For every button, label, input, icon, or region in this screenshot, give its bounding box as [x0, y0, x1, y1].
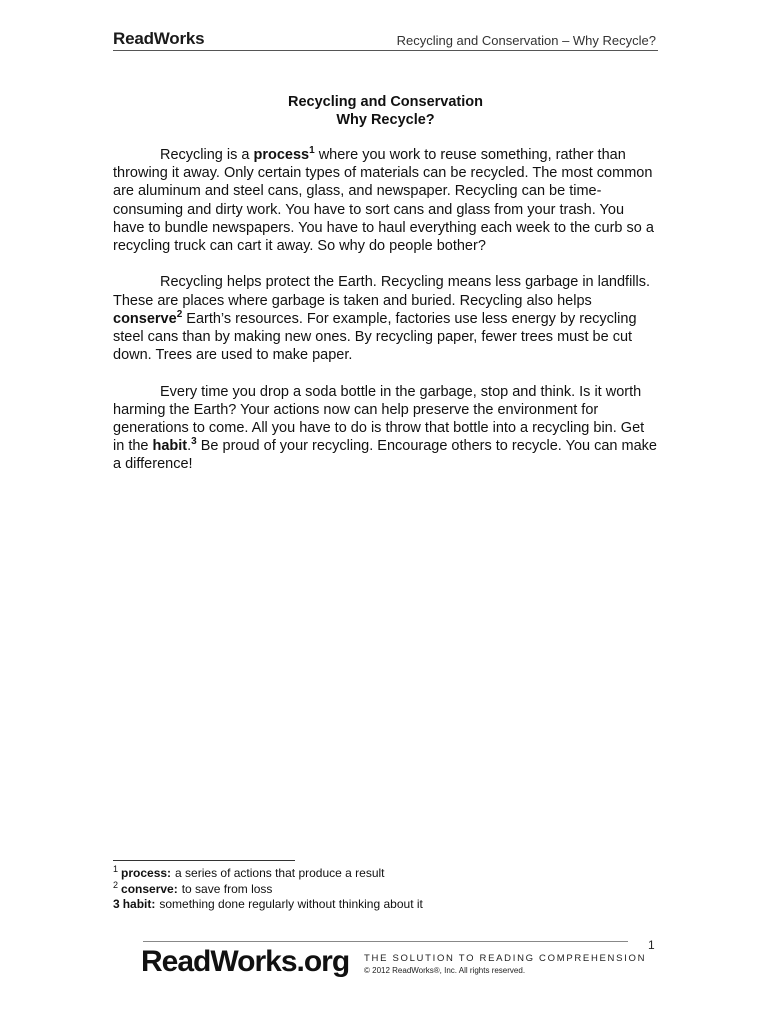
footnote-3 [113, 897, 658, 913]
paragraph-2 [113, 273, 658, 364]
footnotes [113, 866, 658, 913]
footnote-number: 2 [113, 879, 119, 890]
p1-text-b: where you work to reuse something, rather than throwing it away. Only certain types of materials can be recycled. The most common are aluminum and steel cans, glass, and newspaper. Recycling can be time-consuming and dirty work. You have to sort cans and glass from your trash. You have to bundle newspapers. You have to haul everything each week to the curb so a recycling truck can cart it away. So why do people bother? [113, 147, 654, 255]
vocab-term-habit: habit [152, 438, 188, 455]
footnote-2 [113, 879, 658, 898]
footnote-definition: something done regularly without thinking about it [159, 897, 423, 911]
paragraph-3 [113, 383, 658, 474]
header-logo: ReadWorks [113, 29, 205, 48]
title-block [113, 93, 658, 129]
footnote-term: process: [121, 866, 172, 880]
footnote-term: habit: [122, 897, 156, 911]
footnote-number: 3 [113, 897, 120, 911]
p3-text-b: Be proud of your recycling. Encourage others to recycle. You can make a difference! [113, 438, 657, 473]
p2-text-a: Recycling helps protect the Earth. Recycling means less garbage in landfills. These are places where garbage is taken and buried. Recycling also helps [113, 274, 651, 309]
vocab-term-process: process [253, 147, 310, 163]
footnote-ref-1: 1 [309, 145, 315, 157]
footnote-definition: to save from loss [181, 881, 273, 896]
header-title: Recycling and Conservation – Why Recycle? [396, 33, 656, 48]
footnote-term: conserve: [121, 881, 178, 896]
footer-rule [143, 941, 628, 942]
footer-logo: ReadWorks.org [141, 945, 350, 978]
footnote-ref-3: 3 [191, 436, 197, 448]
vocab-term-conserve: conserve [113, 310, 177, 327]
page-number: 1 [648, 938, 655, 952]
footnote-ref-2: 2 [176, 308, 183, 320]
footnote-rule [113, 860, 295, 861]
p2-text-b: Earth’s resources. For example, factories use less energy by recycling steel cans than by making new ones. By recycling paper, fewer trees must be cut down. Trees are used to make paper. [113, 310, 637, 364]
paragraph-1 [113, 146, 658, 255]
body-text [113, 146, 658, 492]
document-title: Recycling and Conservation [288, 94, 483, 110]
p3-text-a: Every time you drop a soda bottle in the garbage, stop and think. Is it worth harming the Earth? Your actions now can help preserve the environment for generations to come. All you have to do is throw that bottle into a recycling bin. Get in the [113, 383, 645, 455]
header-rule [113, 50, 658, 51]
footnote-definition: a series of actions that produce a result [175, 866, 385, 880]
p3-punct: . [187, 438, 192, 455]
footnote-number: 1 [113, 864, 119, 874]
document-subtitle: Why Recycle? [336, 112, 435, 128]
footnote-1 [113, 866, 658, 882]
p1-text-a: Recycling is a [160, 147, 254, 163]
footer-tagline: THE SOLUTION TO READING COMPREHENSION [364, 953, 647, 964]
footer-copyright: © 2012 ReadWorks®, Inc. All rights reserved. [364, 966, 526, 975]
